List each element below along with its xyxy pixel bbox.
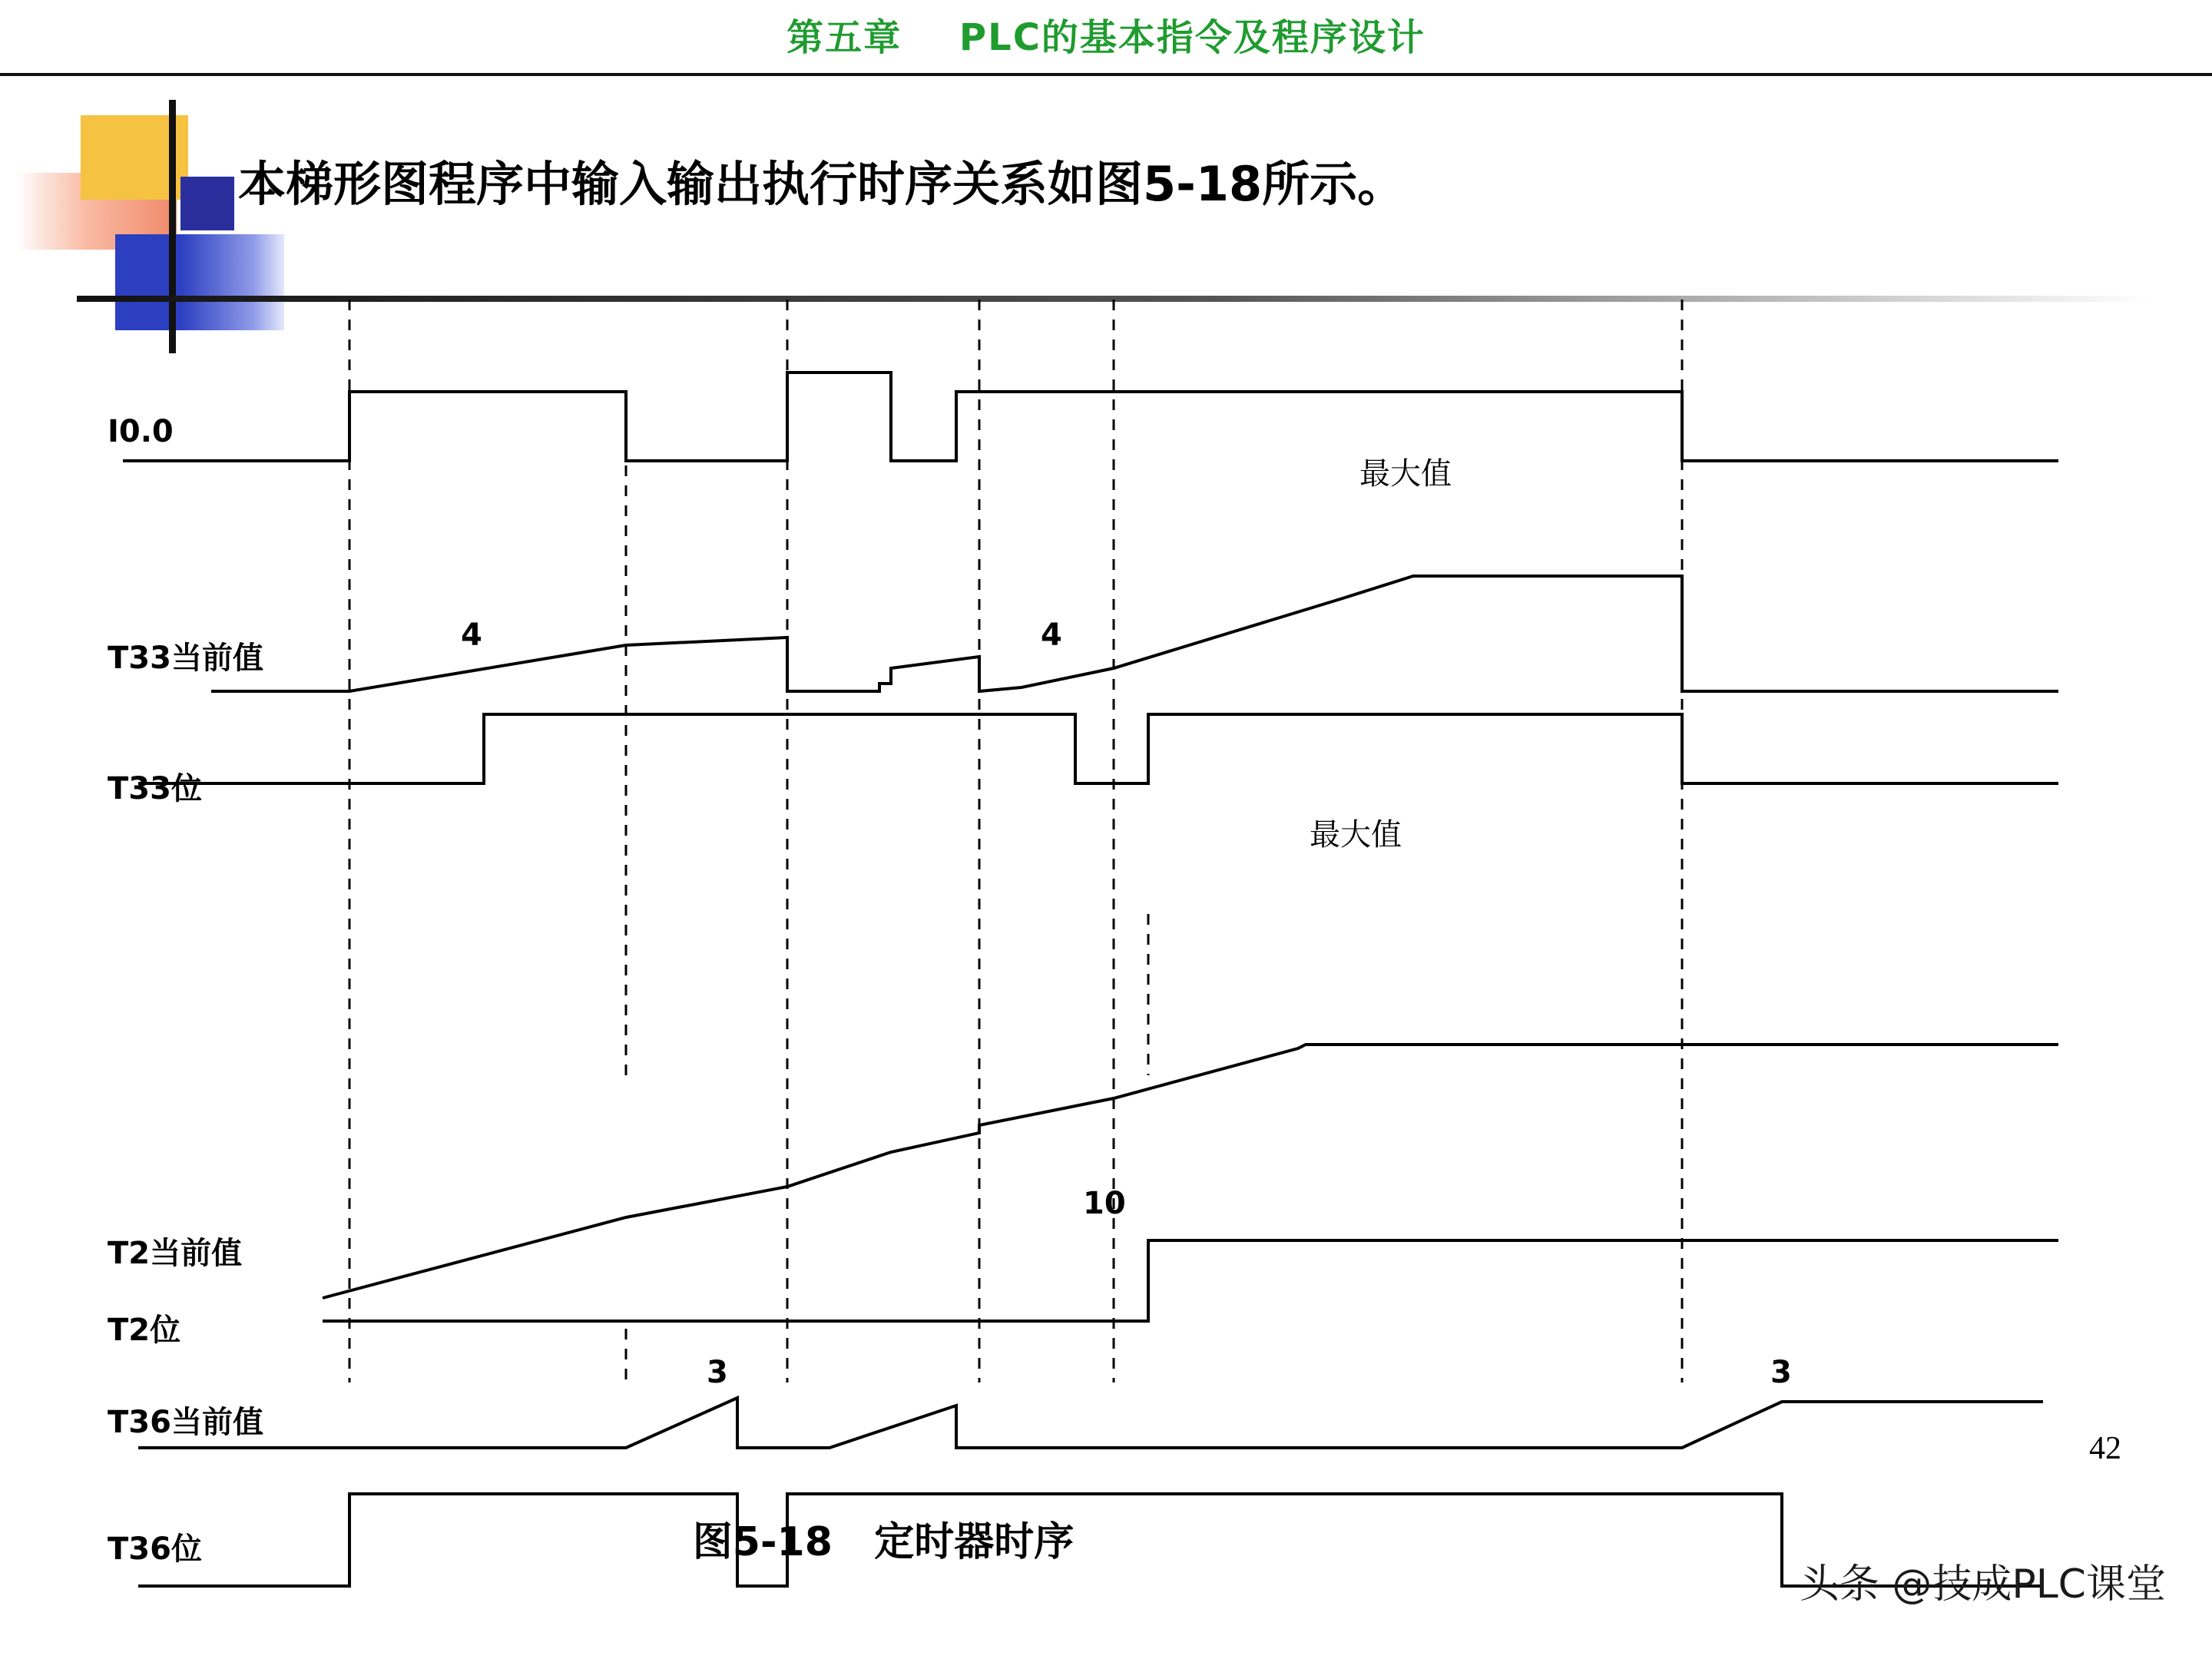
time-marker-lines — [349, 300, 1682, 1382]
header-divider — [0, 73, 2212, 76]
annotation-t33-setpoint-1: 4 — [461, 618, 482, 653]
slide-header — [0, 0, 2212, 81]
signal-label-t36-value: T36当前值 — [108, 1405, 263, 1440]
waveform-t2-bit — [323, 1240, 2058, 1321]
annotation-t2-setpoint: 10 — [1083, 1186, 1126, 1221]
figure-caption: 图5-18 定时器时序 — [692, 1519, 1075, 1565]
waveform-t2-value — [323, 1045, 2058, 1298]
signal-label-t33-value: T33当前值 — [108, 641, 263, 676]
watermark-text: 头条 @技成PLC课堂 — [1799, 1561, 2166, 1608]
page-title: 第五章 PLC的基本指令及程序设计 — [786, 16, 1426, 59]
annotation-t36-setpoint-1: 3 — [707, 1355, 728, 1390]
slide-heading: 本梯形图程序中输入输出执行时序关系如图5-18所示。 — [238, 156, 1406, 212]
logo-blue-small-block — [180, 177, 234, 230]
page-number: 42 — [2089, 1431, 2121, 1466]
waveform-i00 — [123, 373, 2058, 461]
annotation-t36-setpoint-2: 3 — [1770, 1355, 1792, 1390]
signal-label-t2-value: T2当前值 — [108, 1236, 243, 1271]
waveform-t33-bit — [138, 714, 2058, 783]
waveform-t33-value — [211, 576, 2058, 691]
annotation-t2-max: 最大值 — [1310, 817, 1402, 853]
waveform-t36-value — [138, 1398, 2043, 1448]
annotation-t33-setpoint-2: 4 — [1041, 618, 1062, 653]
signal-label-i00: I0.0 — [108, 414, 174, 449]
annotation-t33-max: 最大值 — [1359, 456, 1452, 492]
signal-label-t2-bit: T2位 — [108, 1313, 181, 1348]
signal-label-t33-bit: T33位 — [108, 771, 202, 806]
signal-label-t36-bit: T36位 — [108, 1532, 202, 1567]
